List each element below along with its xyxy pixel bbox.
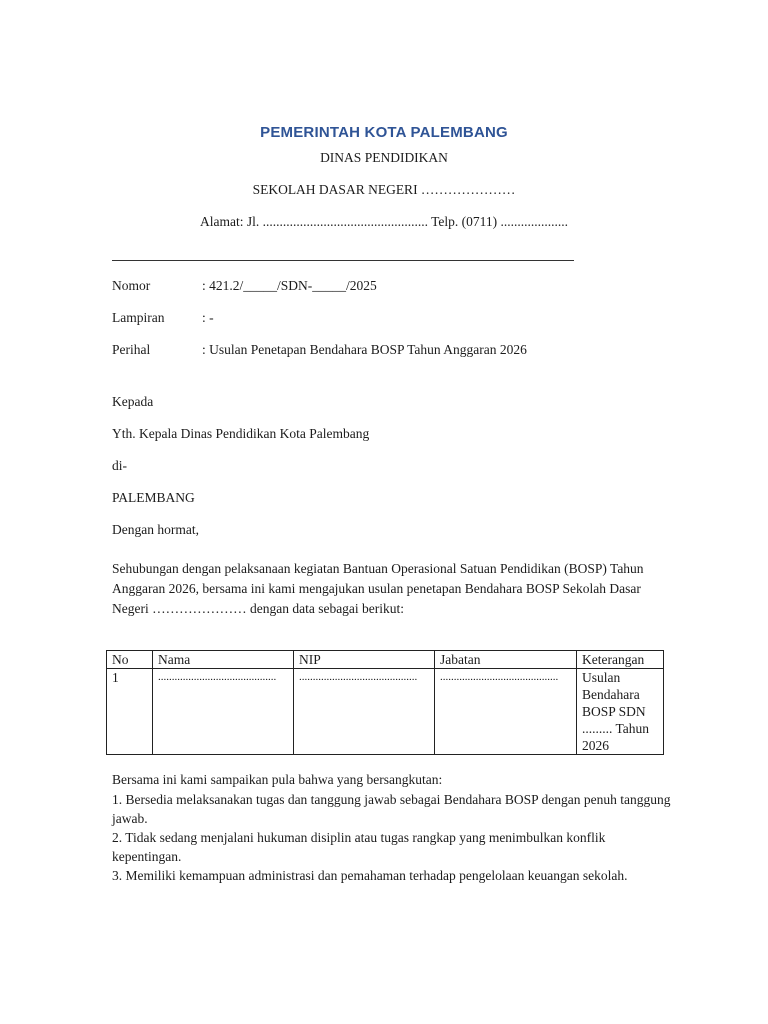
column-header-jabatan: Jabatan xyxy=(435,651,577,669)
cell-no: 1 xyxy=(107,669,153,755)
lampiran-label: Lampiran xyxy=(112,310,165,325)
lampiran-value: : - xyxy=(202,310,214,325)
letterhead-divider xyxy=(112,260,574,261)
closing-intro: Bersama ini kami sampaikan pula bahwa yang bersangkutan: xyxy=(112,772,443,787)
letterhead-title: PEMERINTAH KOTA PALEMBANG xyxy=(260,124,508,141)
recipient-yth: Yth. Kepala Dinas Pendidikan Kota Palembang xyxy=(112,426,370,441)
cell-nama: ........................................... xyxy=(153,669,294,755)
table-header-row xyxy=(107,651,664,669)
list-item: 1. Bersedia melaksanakan tugas dan tanggung jawab sebagai Bendahara BOSP dengan penuh tanggung jawab. xyxy=(112,792,671,826)
column-header-nip: NIP xyxy=(294,651,435,669)
letterhead-address: Alamat: Jl. ................................................. Telp. (0711) .................... xyxy=(199,214,569,229)
cell-jabatan: ........................................... xyxy=(435,669,577,755)
letterhead-school: SEKOLAH DASAR NEGERI ………………… xyxy=(252,182,516,197)
recipient-di: di- xyxy=(112,458,127,473)
column-header-no: No xyxy=(107,651,153,669)
perihal-label: Perihal xyxy=(112,342,151,357)
cell-keterangan: Usulan Bendahara BOSP SDN ......... Tahun 2026 xyxy=(577,669,664,755)
table-row xyxy=(107,669,664,755)
treasurer-table xyxy=(106,650,664,755)
letterhead-agency: DINAS PENDIDIKAN xyxy=(320,150,448,165)
greeting: Dengan hormat, xyxy=(112,522,199,537)
recipient-city: PALEMBANG xyxy=(112,490,195,505)
nomor-value: : 421.2/_____/SDN-_____/2025 xyxy=(202,278,377,293)
list-item: 2. Tidak sedang menjalani hukuman disiplin atau tugas rangkap yang menimbulkan konflik kepentingan. xyxy=(112,830,606,864)
perihal-value: : Usulan Penetapan Bendahara BOSP Tahun Anggaran 2026 xyxy=(202,342,527,357)
list-item: 3. Memiliki kemampuan administrasi dan pemahaman terhadap pengelolaan keuangan sekolah. xyxy=(112,868,628,883)
cell-nip: ........................................... xyxy=(294,669,435,755)
column-header-keterangan: Keterangan xyxy=(577,651,664,669)
recipient-kepada: Kepada xyxy=(112,394,154,409)
intro-paragraph: Sehubungan dengan pelaksanaan kegiatan Bantuan Operasional Satuan Pendidikan (BOSP) Tahun Anggaran 2026, bersama ini kami mengajukan usulan penetapan Bendahara BOSP Sekolah Dasar Negeri ………………… dengan data sebagai berikut: xyxy=(112,561,644,616)
column-header-nama: Nama xyxy=(153,651,294,669)
nomor-label: Nomor xyxy=(112,278,151,293)
